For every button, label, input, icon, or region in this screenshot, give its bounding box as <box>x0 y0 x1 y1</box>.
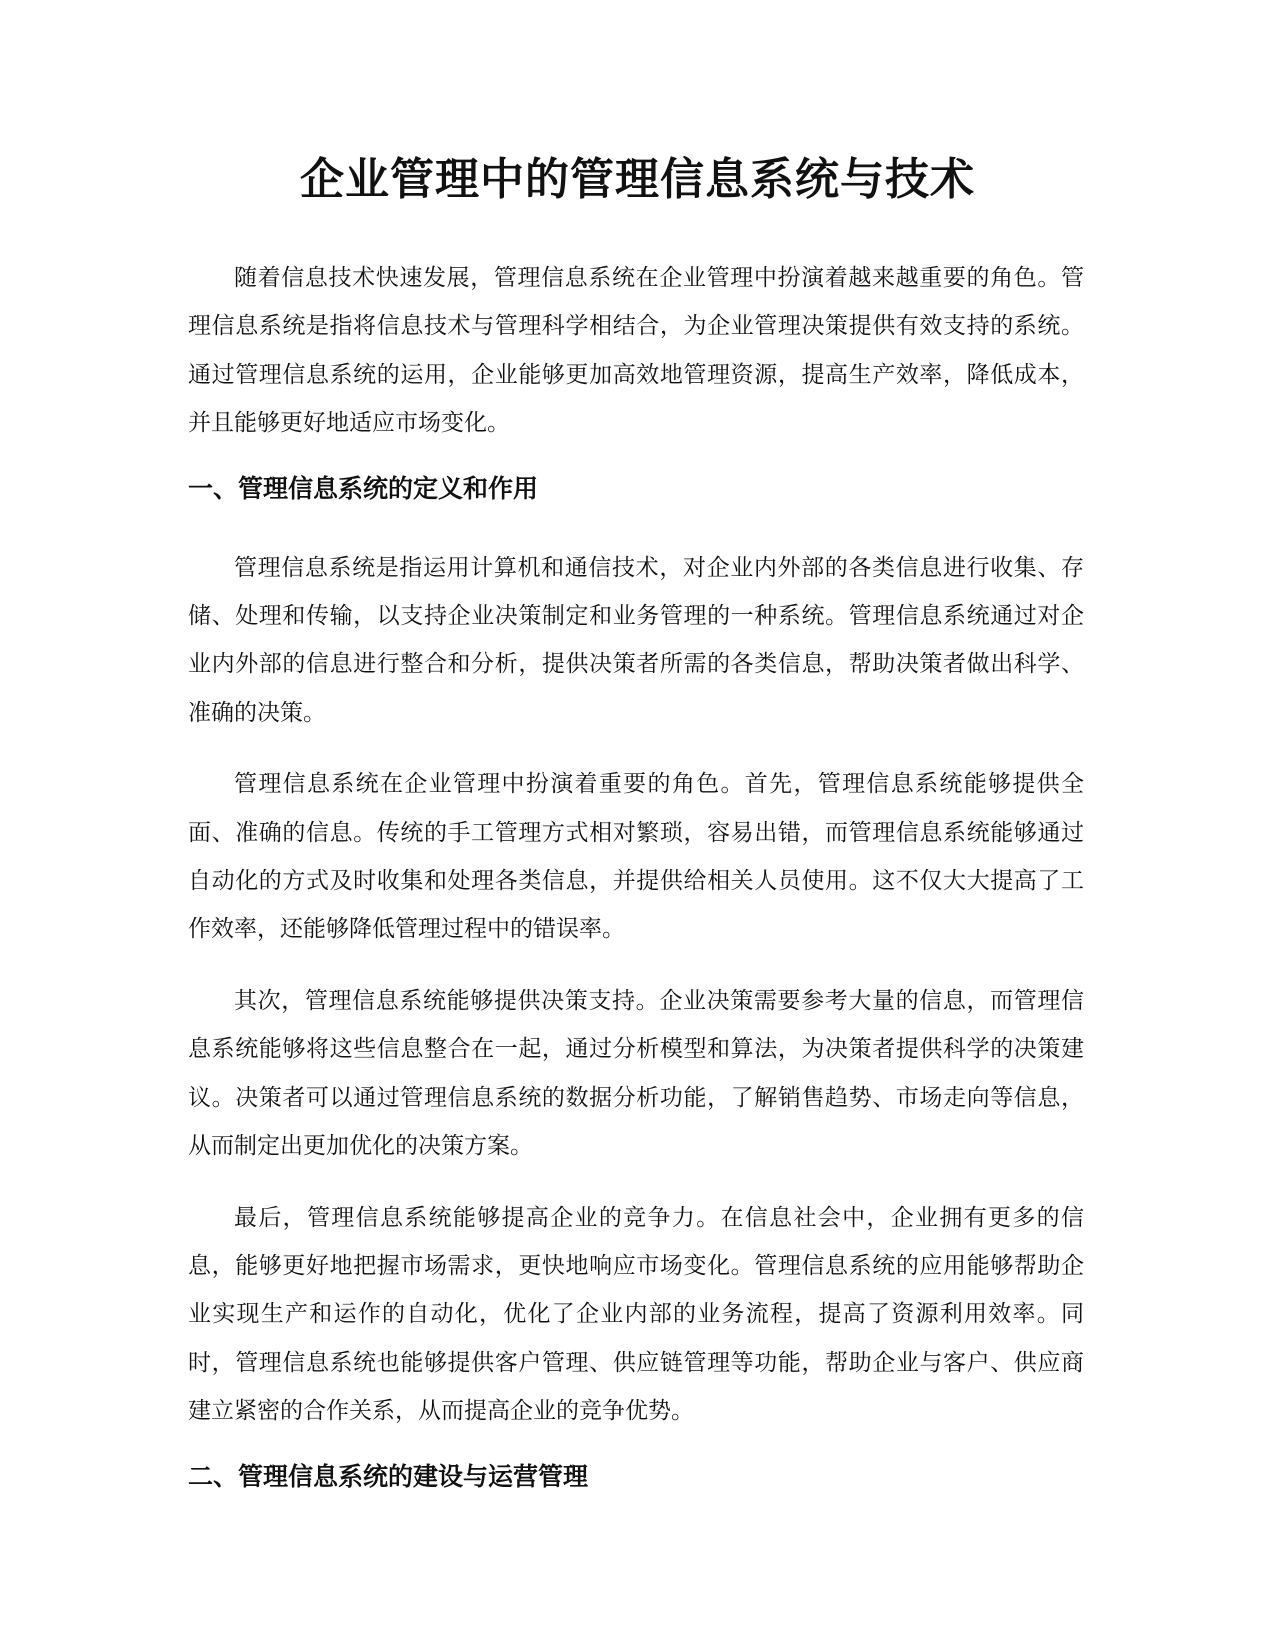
section1-paragraph-2: 管理信息系统在企业管理中扮演着重要的角色。首先，管理信息系统能够提供全面、准确的信息。传统的手工管理方式相对繁琐，容易出错，而管理信息系统能够通过自动化的方式及时收集和处理各类信息，并提供给相关人员使用。这不仅大大提高了工作效率，还能够降低管理过程中的错误率。 <box>188 771 1084 943</box>
document-body <box>188 254 1084 1532</box>
document-title: 企业管理中的管理信息系统与技术 <box>300 154 975 205</box>
section1-paragraph-4: 最后，管理信息系统能够提高企业的竞争力。在信息社会中，企业拥有更多的信息，能够更好地把握市场需求，更快地响应市场变化。管理信息系统的应用能够帮助企业实现生产和运作的自动化，优化了企业内部的业务流程，提高了资源利用效率。同时，管理信息系统也能够提供客户管理、供应链管理等功能，帮助企业与客户、供应商建立紧密的合作关系，从而提高企业的竞争优势。 <box>188 1204 1084 1425</box>
intro-paragraph: 随着信息技术快速发展，管理信息系统在企业管理中扮演着越来越重要的角色。管理信息系统是指将信息技术与管理科学相结合，为企业管理决策提供有效支持的系统。通过管理信息系统的运用，企业能够更加高效地管理资源，提高生产效率，降低成本，并且能够更好地适应市场变化。 <box>188 265 1084 437</box>
section1-paragraph-1: 管理信息系统是指运用计算机和通信技术，对企业内外部的各类信息进行收集、存储、处理和传输，以支持企业决策制定和业务管理的一种系统。管理信息系统通过对企业内外部的信息进行整合和分析，提供决策者所需的各类信息，帮助决策者做出科学、准确的决策。 <box>188 554 1084 726</box>
section1-paragraph-3: 其次，管理信息系统能够提供决策支持。企业决策需要参考大量的信息，而管理信息系统能够将这些信息整合在一起，通过分析模型和算法，为决策者提供科学的决策建议。决策者可以通过管理信息系统的数据分析功能，了解销售趋势、市场走向等信息，从而制定出更加优化的决策方案。 <box>188 987 1084 1160</box>
section-heading-1: 一、管理信息系统的定义和作用 <box>188 473 539 503</box>
section-heading-2: 二、管理信息系统的建设与运营管理 <box>188 1461 589 1491</box>
